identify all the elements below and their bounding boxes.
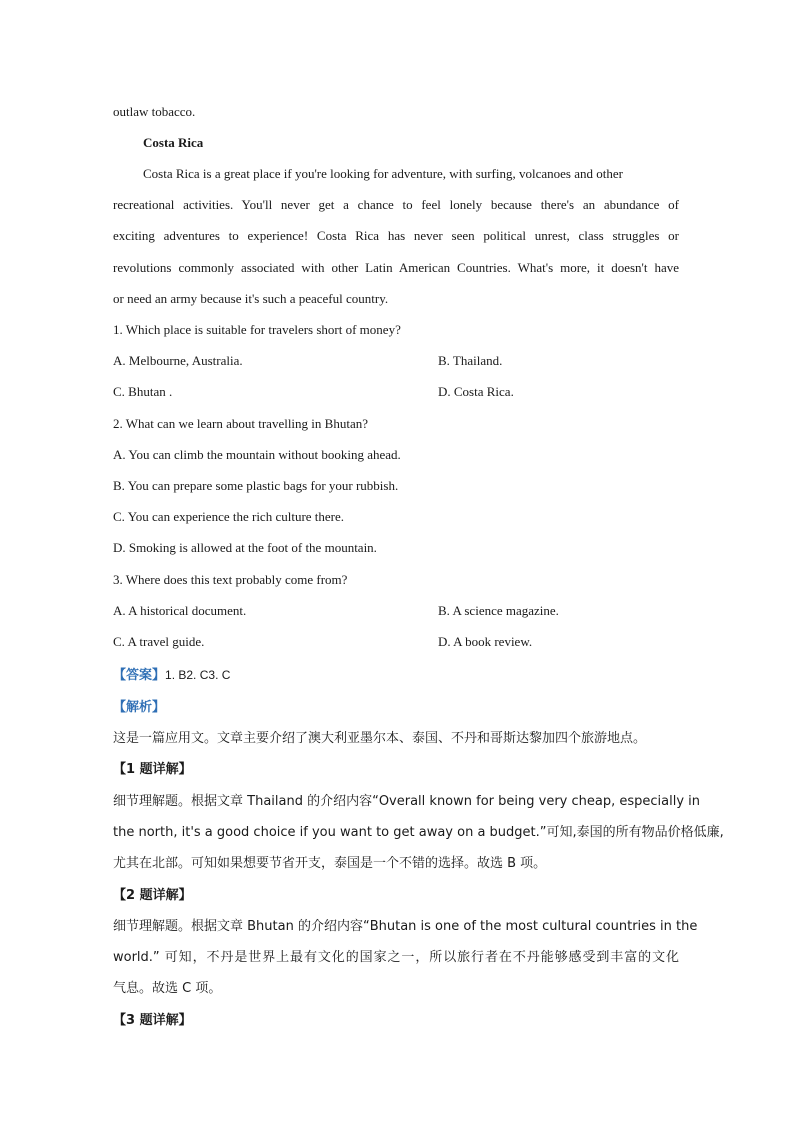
analysis-summary: 这是一篇应用文。文章主要介绍了澳大利亚墨尔本、泰国、不丹和哥斯达黎加四个旅游地点。: [113, 731, 647, 746]
answer-item: 1. B: [165, 668, 187, 682]
passage-tail: outlaw tobacco.: [113, 104, 196, 119]
option-a: A. Melbourne, Australia.: [113, 353, 243, 368]
q2-detail-tag: 【2 题详解】: [113, 888, 192, 903]
option-c: C. You can experience the rich culture there.: [113, 509, 345, 524]
option-b: B. You can prepare some plastic bags for your rubbish.: [113, 478, 399, 493]
answer-item: 2. C: [186, 668, 209, 682]
option-c: C. A travel guide.: [113, 634, 205, 649]
analysis-tag: 【解析】: [113, 700, 166, 715]
q1-detail-tag: 【1 题详解】: [113, 762, 192, 777]
passage-line: exciting adventures to experience! Costa Rica has never seen political unrest, class struggles or: [113, 228, 679, 243]
option-d: D. A book review.: [438, 634, 533, 649]
option-c: C. Bhutan .: [113, 384, 173, 399]
answer-tag: 【答案】: [113, 668, 166, 683]
question-stem: 2. What can we learn about travelling in Bhutan?: [113, 416, 368, 431]
section-title: Costa Rica: [143, 135, 204, 150]
q2-detail-line: 细节理解题。根据文章 Bhutan 的介绍内容“Bhutan is one of the most cultural countries in the: [113, 919, 698, 934]
passage-line: or need an army because it's such a peaceful country.: [113, 291, 389, 306]
q3-detail-tag: 【3 题详解】: [113, 1013, 192, 1028]
q2-detail-line: 气息。故选 C 项。: [113, 981, 222, 996]
q1-detail-line: 尤其在北部。可知如果想要节省开支，泰国是一个不错的选择。故选 B 项。: [113, 856, 547, 871]
option-d: D. Smoking is allowed at the foot of the mountain.: [113, 540, 377, 555]
q2-detail-line: world.” 可知，不丹是世界上最有文化的国家之一，所以旅行者在不丹能够感受到丰富的文化: [113, 950, 679, 965]
option-b: B. Thailand.: [438, 353, 503, 368]
answer-item: 3. C: [208, 668, 231, 682]
q1-detail-line: the north, it's a good choice if you want to get away on a budget.”可知,泰国的所有物品价格低廉,: [113, 825, 724, 840]
option-a: A. You can climb the mountain without booking ahead.: [113, 447, 401, 462]
passage-line: Costa Rica is a great place if you're looking for adventure, with surfing, volcanoes and other: [143, 166, 623, 181]
answer-row: [113, 664, 230, 683]
q1-detail-line: 细节理解题。根据文章 Thailand 的介绍内容“Overall known for being very cheap, especially in: [113, 794, 701, 809]
question-stem: 3. Where does this text probably come from?: [113, 572, 348, 587]
passage-line: revolutions commonly associated with other Latin American Countries. What's more, it doesn't have: [113, 260, 679, 275]
option-a: A. A historical document.: [113, 603, 247, 618]
option-d: D. Costa Rica.: [438, 384, 514, 399]
option-b: B. A science magazine.: [438, 603, 559, 618]
passage-line: recreational activities. You'll never get a chance to feel lonely because there's an abundance of: [113, 197, 679, 212]
question-stem: 1. Which place is suitable for travelers short of money?: [113, 322, 401, 337]
